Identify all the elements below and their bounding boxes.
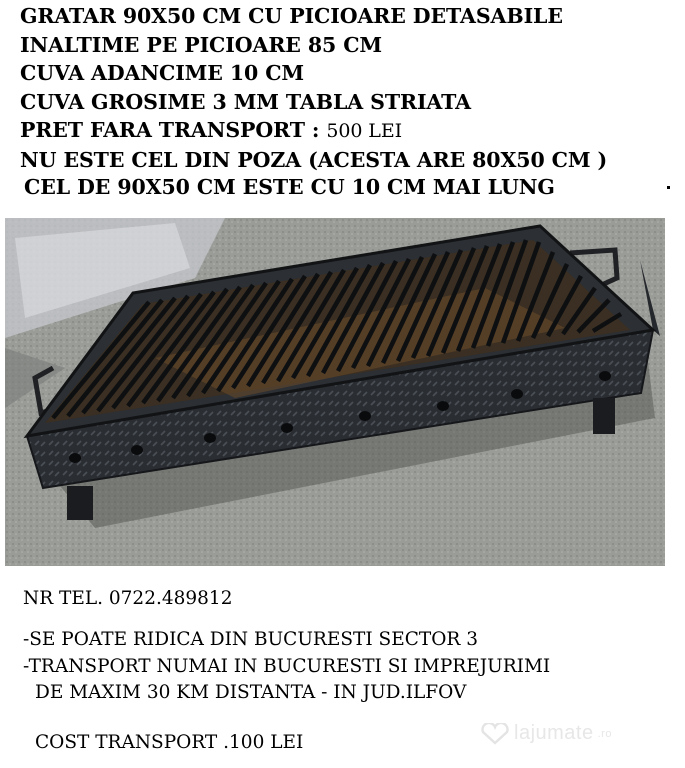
phone-number: NR TEL. 0722.489812	[23, 588, 233, 609]
spec-line-size: GRATAR 90X50 CM CU PICIOARE DETASABILE	[20, 4, 563, 28]
watermark-brand: lajumate	[514, 722, 594, 744]
left-foot	[67, 486, 93, 520]
transport-cost: COST TRANSPORT .100 LEI	[35, 732, 304, 753]
grill-illustration	[5, 218, 665, 566]
delivery-line-distance: DE MAXIM 30 KM DISTANTA - IN JUD.ILFOV	[35, 682, 467, 703]
note-line-2: CEL DE 90X50 CM ESTE CU 10 CM MAI LUNG	[24, 174, 555, 199]
delivery-info	[23, 627, 550, 707]
heart-logo-icon	[480, 723, 510, 745]
right-foot	[593, 398, 615, 434]
price-line	[20, 116, 607, 146]
price-label: PRET FARA TRANSPORT :	[20, 118, 320, 143]
spec-block	[20, 2, 607, 201]
spec-line-height: INALTIME PE PICIOARE 85 CM	[20, 32, 382, 57]
delivery-line-transport: -TRANSPORT NUMAI IN BUCURESTI SI IMPREJURIMI	[23, 655, 551, 677]
watermark-tld: .ro	[597, 727, 612, 740]
watermark	[480, 722, 612, 745]
product-photo	[5, 218, 665, 566]
stray-dot	[667, 186, 670, 189]
spec-line-thickness: CUVA GROSIME 3 MM TABLA STRIATA	[20, 89, 471, 114]
spec-line-depth: CUVA ADANCIME 10 CM	[20, 61, 305, 86]
price-value: 500 LEI	[326, 120, 403, 143]
delivery-line-pickup: -SE POATE RIDICA DIN BUCURESTI SECTOR 3	[23, 629, 478, 650]
note-line-1: NU ESTE CEL DIN POZA (ACESTA ARE 80X50 CM )	[20, 147, 608, 172]
